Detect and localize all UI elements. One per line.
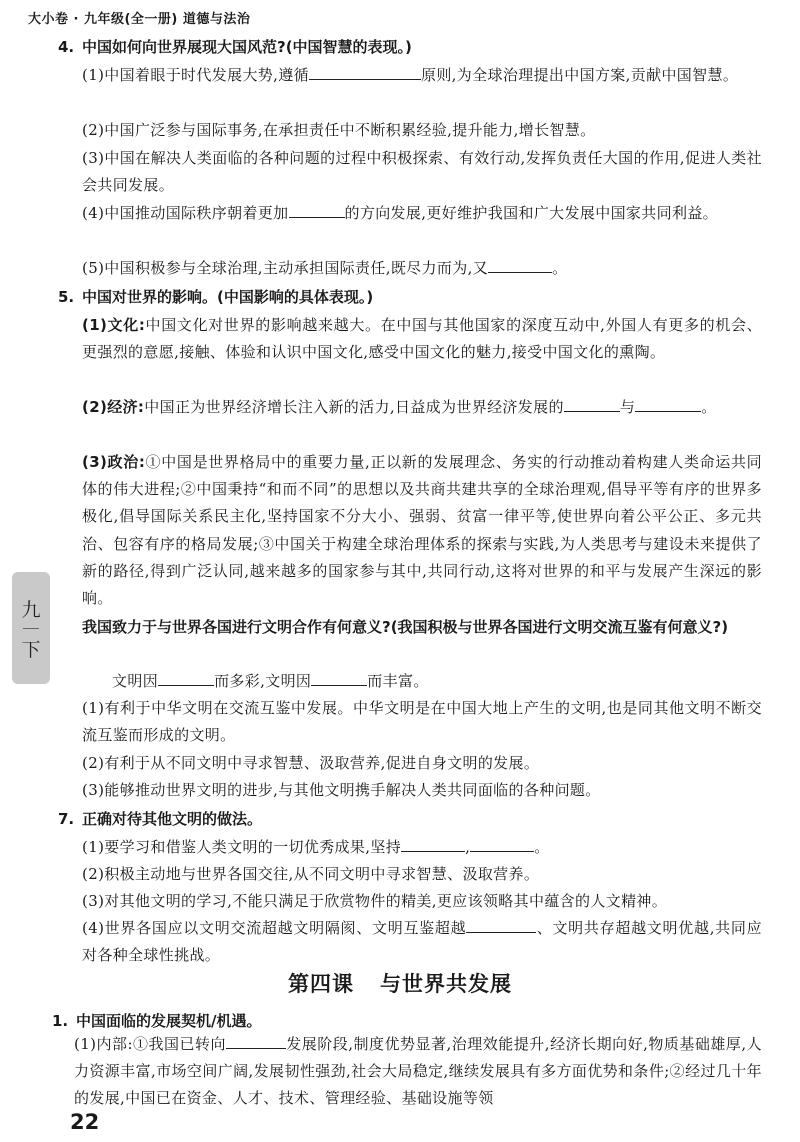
question-number: 5. bbox=[58, 288, 75, 306]
question-7-title bbox=[58, 806, 758, 833]
s7-item-4: (4)世界各国应以文明交流超越文明隔阂、文明互鉴超越 、文明共存超越文明优越,共同应对各种全球性挑战。 bbox=[82, 915, 762, 969]
fill-blank[interactable] bbox=[311, 668, 367, 686]
question-text: 中国如何向世界展现大国风范?(中国智慧的表现。) bbox=[82, 38, 412, 56]
fill-blank[interactable] bbox=[466, 915, 536, 933]
s7-item-2: (2)积极主动地与世界各国交往,从不同文明中寻求智慧、汲取营养。 bbox=[82, 865, 540, 883]
page-header: 大小卷 · 九年级(全一册) 道德与法治 bbox=[28, 12, 251, 27]
fill-blank[interactable] bbox=[635, 394, 671, 412]
question-text: 中国对世界的影响。(中国影响的具体表现。) bbox=[82, 288, 374, 306]
question-6-title bbox=[58, 614, 758, 641]
question-number bbox=[58, 614, 82, 641]
fill-blank[interactable] bbox=[226, 1031, 286, 1049]
s7-item-1: (1)要学习和借鉴人类文明的一切优秀成果,坚持 , 。 bbox=[82, 834, 762, 861]
s6-item-2: (2)有利于从不同文明中寻求智慧、汲取营养,促进自身文明的发展。 bbox=[82, 754, 540, 772]
grade-side-tab: 九 下 bbox=[12, 572, 50, 684]
s7-item-3: (3)对其他文明的学习,不能只满足于欣赏物件的精美,更应该领略其中蕴含的人文精神。 bbox=[82, 892, 668, 910]
s4-item-3: (3)中国在解决人类面临的各种问题的过程中积极探索、有效行动,发挥负责任大国的作用,促进人类社会共同发展。 bbox=[82, 149, 762, 195]
question-text: 我国致力于与世界各国进行文明合作有何意义?(我国积极与世界各国进行文明交流互鉴有何意义?) bbox=[82, 618, 729, 636]
fill-blank[interactable] bbox=[671, 394, 701, 412]
s4-item-1: (1)中国着眼于时代发展大势,遵循 原则,为全球治理提出中国方案,贡献中国智慧。 bbox=[82, 62, 762, 89]
lesson4-item-1: (1)内部:①我国已转向 发展阶段,制度优势显著,治理效能提升,经济长期向好,物质基础雄厚,人力资源丰富,市场空间广阔,发展韧性强劲,社会大局稳定,继续发展具有多方面优势和条件;②经过几十年的发展,中国已在资金、人才、技术、管理经验、基础设施等领 bbox=[74, 1031, 762, 1113]
fill-blank[interactable] bbox=[470, 834, 534, 852]
page-number: 22 bbox=[70, 1110, 100, 1134]
fill-blank[interactable] bbox=[158, 668, 214, 686]
s5-culture: (1)文化:中国文化对世界的影响越来越大。在中国与其他国家的深度互动中,外国人有更多的机会、更强烈的意愿,接触、体验和认识中国文化,感受中国文化的魅力,接受中国文化的熏陶。 bbox=[82, 316, 763, 362]
lesson-title: 第四课 与世界共发展 bbox=[288, 972, 512, 996]
question-5-title bbox=[58, 284, 758, 311]
s6-item-3: (3)能够推动世界文明的进步,与其他文明携手解决人类共同面临的各种问题。 bbox=[82, 781, 601, 799]
tab-divider bbox=[23, 628, 39, 629]
s4-item-5: (5)中国积极参与全球治理,主动承担国际责任,既尽力而为,又 。 bbox=[82, 255, 762, 282]
fill-blank[interactable] bbox=[564, 394, 620, 412]
question-text: 正确对待其他文明的做法。 bbox=[82, 810, 263, 828]
s5-economy: (2)经济:中国正为世界经济增长注入新的活力,日益成为世界经济发展的 与 。 bbox=[82, 394, 762, 421]
question-number: 7. bbox=[58, 810, 75, 828]
s6-item-1: (1)有利于中华文明在交流互鉴中发展。中华文明是在中国大地上产生的文明,也是同其他文明不断交流互鉴而形成的文明。 bbox=[82, 699, 762, 745]
fill-blank[interactable] bbox=[289, 200, 345, 218]
question-number: 4. bbox=[58, 38, 75, 56]
fill-blank[interactable] bbox=[401, 834, 465, 852]
s4-item-4: (4)中国推动国际秩序朝着更加 的方向发展,更好维护我国和广大发展中国家共同利益。 bbox=[82, 200, 762, 227]
fill-blank[interactable] bbox=[488, 255, 552, 273]
s5-politics: (3)政治:①中国是世界格局中的重要力量,正以新的发展理念、务实的行动推动着构建人类命运共同体的伟大进程;②中国秉持“和而不同”的思想以及共商共建共享的全球治理观,倡导平等有序的世界多极化,倡导国际关系民主化,坚持国家不分大小、强弱、贫富一律平等,使世界向着公平公正、多元共治、包容有序的格局发展;③中国关于构建全球治理体系的探索与实践,为人类思考与建设未来提供了新的路径,得到广泛认同,越来越多的国家参与其中,共同行动,这将对世界的和平与发展产生深远的影响。 bbox=[82, 453, 763, 608]
s4-item-2: (2)中国广泛参与国际事务,在承担责任中不断积累经验,提升能力,增长智慧。 bbox=[82, 121, 596, 139]
fill-blank[interactable] bbox=[309, 62, 421, 80]
question-4-title bbox=[58, 34, 758, 61]
s6-lead-line: 文明因 而多彩,文明因 而丰富。 bbox=[112, 668, 762, 695]
question-text: 中国面临的发展契机/机遇。 bbox=[76, 1012, 262, 1030]
question-number: 1. bbox=[52, 1012, 69, 1030]
